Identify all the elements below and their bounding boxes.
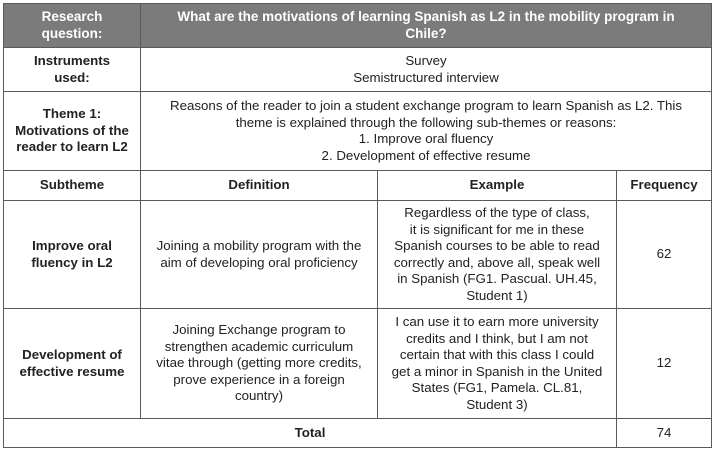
total-label: Total: [4, 419, 617, 448]
table-row: [4, 309, 712, 419]
theme-description: Reasons of the reader to join a student exchange program to learn Spanish as L2. This theme is explained through the following sub-themes or reasons: 1. Improve oral fluency 2. Development of effective resume: [141, 92, 712, 171]
theme-row: [4, 92, 712, 171]
frequency-cell: 62: [617, 201, 712, 309]
research-question-label: Research question:: [4, 4, 141, 48]
theme-label: Theme 1: Motivations of the reader to learn L2: [4, 92, 141, 171]
column-header-subtheme: Subtheme: [4, 171, 141, 201]
research-table: [3, 3, 712, 448]
column-header-example: Example: [378, 171, 617, 201]
total-value: 74: [617, 419, 712, 448]
instruments-value: Survey Semistructured interview: [141, 48, 712, 92]
example-cell: I can use it to earn more university credits and I think, but I am not certain that with this class I could get a minor in Spanish in the United States (FG1, Pamela. CL.81, Student 3): [378, 309, 617, 419]
subtheme-cell: Development of effective resume: [4, 309, 141, 419]
research-question-text: What are the motivations of learning Spanish as L2 in the mobility program in Chile?: [141, 4, 712, 48]
subtheme-cell: Improve oral fluency in L2: [4, 201, 141, 309]
frequency-cell: 12: [617, 309, 712, 419]
column-header-frequency: Frequency: [617, 171, 712, 201]
research-question-row: [4, 4, 712, 48]
instruments-label: Instruments used:: [4, 48, 141, 92]
column-header-row: [4, 171, 712, 201]
example-cell: Regardless of the type of class, it is significant for me in these Spanish courses to be able to read correctly and, above all, speak well in Spanish (FG1. Pascual. UH.45, Student 1): [378, 201, 617, 309]
column-header-definition: Definition: [141, 171, 378, 201]
definition-cell: Joining a mobility program with the aim of developing oral proficiency: [141, 201, 378, 309]
total-row: [4, 419, 712, 448]
definition-cell: Joining Exchange program to strengthen academic curriculum vitae through (getting more credits, prove experience in a foreign country): [141, 309, 378, 419]
instruments-row: [4, 48, 712, 92]
table-row: [4, 201, 712, 309]
